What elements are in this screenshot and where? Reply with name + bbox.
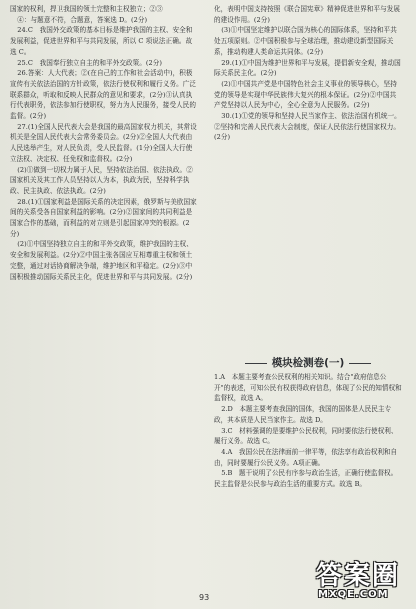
paragraph: 3.C 材料强调的是要维护公民权利，同时要依法行使权利、履行义务。故选 C。	[214, 426, 398, 446]
right-text-column	[214, 4, 402, 143]
paragraph: 24.C 我国外交政策的基本目标是维护我国的主权、安全和发展利益，促进世界和平与共同发展，所以 C 项说法正确。故选 C。	[10, 26, 193, 56]
paragraph: (2)①中国共产党是中国特色社会主义事业的领导核心，坚持党的领导是实现中华民族伟大复兴的根本保证。(2分)②中国共产党坚持以人民为中心，全心全意为人民服务。(2分)	[214, 79, 397, 110]
left-text-column	[10, 4, 198, 282]
paragraph: (3)①中国坚定维护以联合国为核心的国际体系，坚持和平共处五项原则。②中国积极参与全球治理，推动建设新型国际关系，推动构建人类命运共同体。(2分)	[214, 26, 397, 56]
paragraph: 28.(1)①国家利益是国际关系的决定因素，俄罗斯与美欧国家间的关系受各自国家利益的影响。(2分)②国家间的共同利益是国家合作的基础，而利益的对立则是引起国家冲突的根源。(2分)	[10, 197, 197, 238]
page-number: 93	[199, 593, 210, 602]
section-title: 模块检测卷(一)	[271, 357, 345, 369]
paragraph: 29.(1)①中国为维护世界和平与发展，提倡新安全观，推动国际关系民主化。(2分)	[214, 58, 401, 78]
paragraph: 5.B 题干说明了公民有序参与政治生活，正确行使监督权。民主监督是公民参与政治生活的重要方式。故选 B。	[214, 469, 398, 489]
heading-rule-left	[245, 363, 267, 364]
watermark-logo	[316, 555, 412, 605]
paragraph: 国家的权利，捍卫我国的领土完整和主权独立；②③	[10, 5, 163, 13]
paragraph: 27.(1)全国人民代表大会是我国的最高国家权力机关，其常设机关是全国人民代表大会常务委员会。(2分)②全国人大代表由人民选举产生，对人民负责，受人民监督。(1分)全国人大行使立法权、决定权、任免权和监督权。(2分)	[10, 122, 197, 163]
paragraph: 1.A 本题主要考查公民权利的相关知识。结合"政府信息公开"的表述，可知公民有权获得政府信息，体现了公民的知情权和监督权，故选 A。	[214, 373, 402, 403]
heading-rule-right	[349, 363, 371, 364]
paragraph: 30.(1)①党的领导和坚持人民当家作主、依法治国有机统一。②坚持和完善人民代表大会制度，保证人民依法行使国家权力。(2分)	[214, 112, 401, 142]
paragraph: 4.A 我国公民在法律面前一律平等，依法享有政治权利和自由，同时要履行公民义务。A项正确。	[214, 447, 398, 467]
watermark-main: 答案圈	[316, 561, 401, 591]
section-heading	[214, 356, 402, 370]
paragraph: (2)①做到一切权力属于人民，坚持依法治国、依法执政。②国家机关及其工作人员坚持以人为本，执政为民，坚持科学执政、民主执政、依法执政。(2分)	[10, 165, 193, 195]
paragraph: 2.D 本题主要考查我国的国体，我国的国体是人民民主专政，其本质是人民当家作主。故选 D。	[214, 405, 392, 424]
watermark-sub: MXQE.COM	[318, 589, 389, 600]
paragraph: 26.答案：人大代表；②(在自己的工作和社会活动中)，积极宣传有关依法治国的方针政策，依法行使权利和履行义务。广泛联系群众，听取和反映人民群众的意见和要求，(2分)③认真执行代表职务，依法参加行使职权，努力为人民服务，接受人民的监督。(2分)	[10, 69, 197, 121]
right-answers-column	[214, 372, 402, 490]
paragraph: (2)①中国坚持独立自主的和平外交政策，维护我国的主权、安全和发展利益。(2分)②中国主张各国应互相尊重主权和领土完整，通过对话协商解决争端，维护地区和平稳定。(2分)③中国积极推动国际关系民主化，促进世界和平与共同发展。(2分)	[10, 240, 193, 281]
paragraph: ④：与题意不符，合题意，答案选 D。(2分)	[17, 15, 148, 24]
paragraph: 25.C 我国奉行独立自主的和平外交政策。(2分)	[17, 58, 163, 67]
paragraph: 化，表明中国支持按照《联合国宪章》精神促进世界和平与发展的建设作用。(2分)	[214, 5, 401, 24]
